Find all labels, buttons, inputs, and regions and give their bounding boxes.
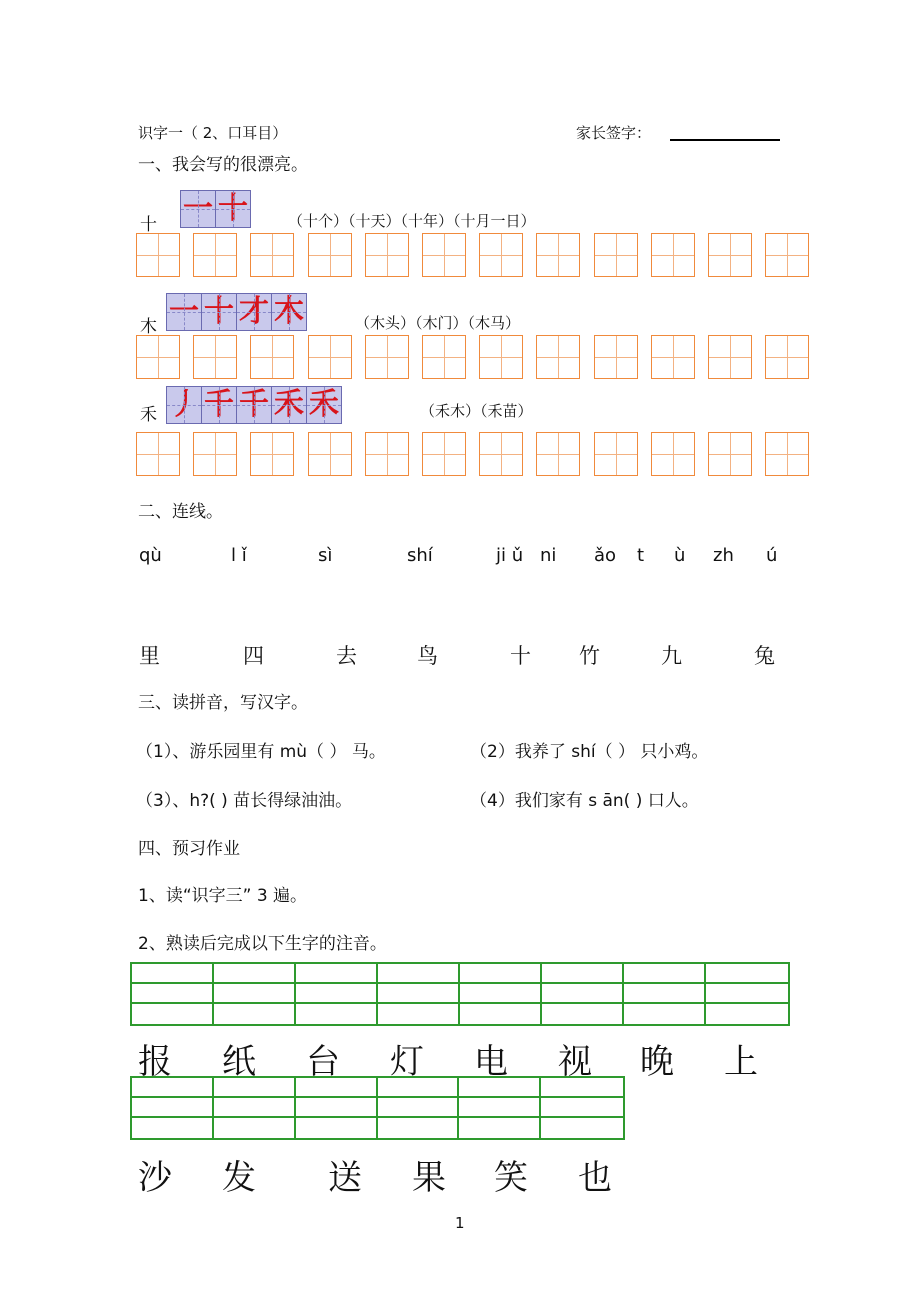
vocab-char: 灯 xyxy=(390,1042,424,1082)
vocab-char: 电 xyxy=(474,1042,508,1082)
vocab-char: 台 xyxy=(306,1042,340,1082)
writing-grid-row-2[interactable] xyxy=(136,335,809,379)
question-4: （4）我们家有 s ān( ) 口人。 xyxy=(470,791,699,811)
stroke-demo-he xyxy=(166,386,342,424)
question-3: （3）、h?( ) 苗长得绿油油。 xyxy=(136,791,353,811)
match-char[interactable]: 鸟 xyxy=(417,644,438,668)
pinyin-item[interactable]: ni xyxy=(540,545,557,566)
vocab-char: 报 xyxy=(138,1042,172,1082)
stroke-step: 木 xyxy=(274,294,304,329)
pinyin-item[interactable]: shí xyxy=(407,545,433,566)
preview-item-2: 2、熟读后完成以下生字的注音。 xyxy=(138,934,387,954)
match-char[interactable]: 四 xyxy=(243,644,264,668)
preview-item-1: 1、读“识字三” 3 遍。 xyxy=(138,886,308,906)
vocab-char: 纸 xyxy=(222,1042,256,1082)
question-2: （2）我养了 shí（ ） 只小鸡。 xyxy=(470,742,709,762)
char-shi: 十 xyxy=(140,215,157,235)
section-1-title: 一、我会写的很漂亮。 xyxy=(138,155,308,175)
vocab-char: 沙 xyxy=(138,1158,172,1198)
vocab-char: 笑 xyxy=(494,1158,528,1198)
stroke-step: 千 xyxy=(202,387,237,423)
question-1: （1）、游乐园里有 mù（ ） 马。 xyxy=(136,742,386,762)
vocab-char: 晚 xyxy=(640,1042,674,1082)
words-shi: （十个）（十天）（十年）（十月一日） xyxy=(288,212,536,230)
page-number: 1 xyxy=(455,1214,465,1232)
stroke-step: 丿 xyxy=(167,387,202,423)
parent-signature-label: 家长签字： xyxy=(576,124,652,142)
pinyin-table-2[interactable] xyxy=(130,1076,625,1140)
match-char[interactable]: 九 xyxy=(661,644,682,668)
section-4-title: 四、预习作业 xyxy=(138,839,240,859)
pinyin-table-1[interactable] xyxy=(130,962,790,1026)
vocab-char: 视 xyxy=(558,1042,592,1082)
pinyin-item[interactable]: zh xyxy=(713,545,734,566)
writing-grid-row-3[interactable] xyxy=(136,432,809,476)
vocab-char: 也 xyxy=(578,1158,612,1198)
char-he: 禾 xyxy=(140,405,157,425)
pinyin-item[interactable]: ǎo xyxy=(594,545,617,566)
vocab-char: 送 xyxy=(328,1158,362,1198)
match-char[interactable]: 兔 xyxy=(754,644,775,668)
pinyin-item[interactable]: sì xyxy=(318,545,333,566)
stroke-demo-shi xyxy=(180,190,251,228)
vocab-char: 上 xyxy=(724,1042,758,1082)
stroke-step: 十 xyxy=(202,294,237,330)
stroke-demo-mu xyxy=(166,293,307,331)
match-char[interactable]: 里 xyxy=(139,644,160,668)
signature-line[interactable] xyxy=(670,139,780,141)
stroke-step: 十 xyxy=(218,191,248,226)
match-char[interactable]: 竹 xyxy=(579,644,600,668)
match-char[interactable]: 去 xyxy=(336,644,357,668)
words-mu: （木头）（木门）（木马） xyxy=(355,314,521,332)
writing-grid-row-1[interactable] xyxy=(136,233,809,277)
section-2-title: 二、连线。 xyxy=(138,502,223,522)
worksheet-title: 识字一（ 2、口耳目） xyxy=(138,124,288,142)
match-char[interactable]: 十 xyxy=(510,644,531,668)
pinyin-item[interactable]: qù xyxy=(139,545,162,566)
vocab-char: 果 xyxy=(412,1158,446,1198)
vocab-char: 发 xyxy=(222,1158,256,1198)
stroke-step: 禾 xyxy=(309,387,339,422)
pinyin-item[interactable]: ji ǔ xyxy=(496,545,524,566)
section-3-title: 三、读拼音，写汉字。 xyxy=(138,693,308,713)
words-he: （禾木）（禾苗） xyxy=(420,402,533,420)
pinyin-item[interactable]: ú xyxy=(766,545,778,566)
pinyin-item[interactable]: l ǐ xyxy=(231,545,247,566)
stroke-step: 才 xyxy=(237,294,272,330)
stroke-step: 一 xyxy=(167,294,202,330)
pinyin-item[interactable]: ù xyxy=(674,545,686,566)
stroke-step: 禾 xyxy=(272,387,307,423)
pinyin-item[interactable]: t xyxy=(637,545,645,566)
stroke-step: 千 xyxy=(237,387,272,423)
char-mu: 木 xyxy=(140,317,157,337)
stroke-step: 一 xyxy=(181,191,216,227)
